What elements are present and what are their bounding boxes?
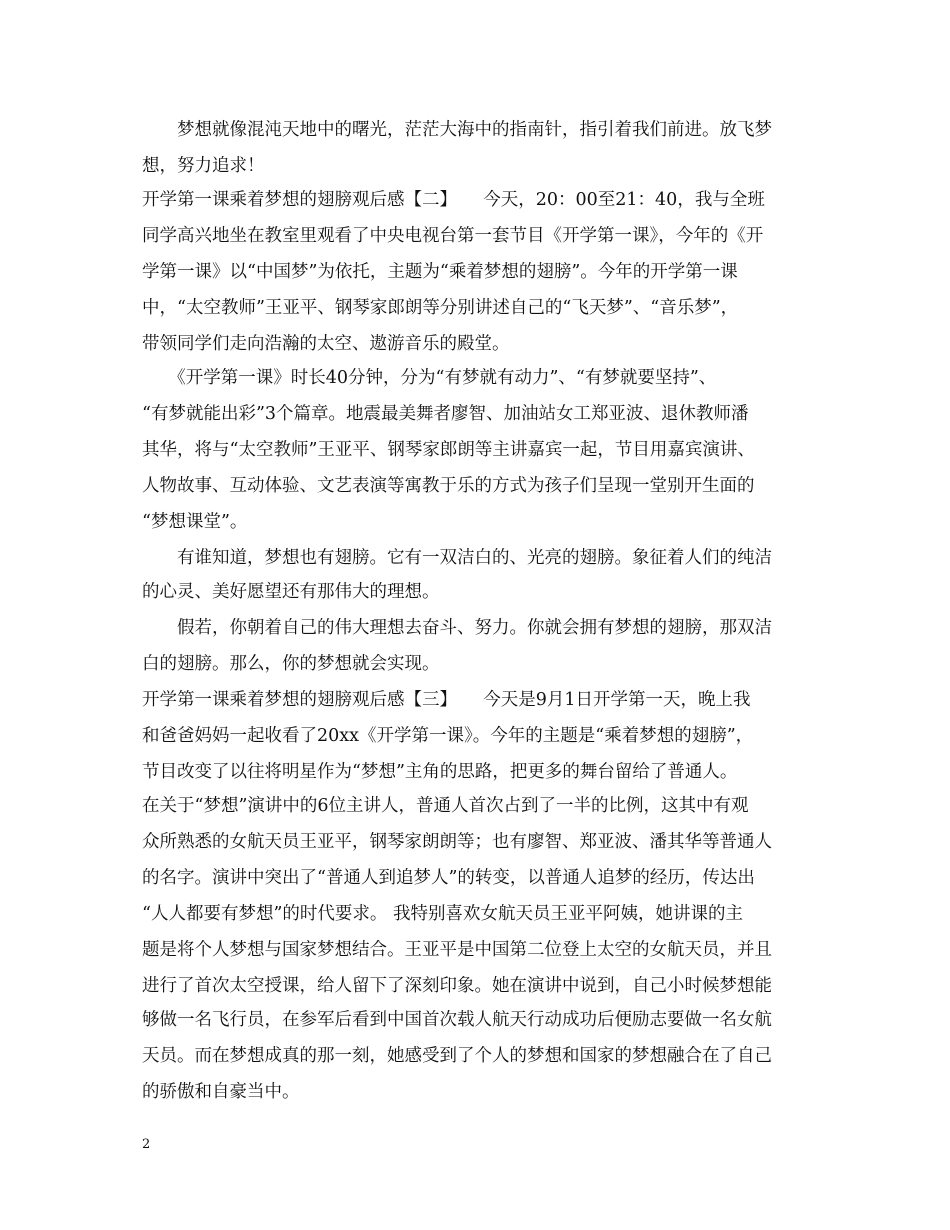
text-line: 开学第一课乘着梦想的翅膀观后感【三】 今天是9月1日开学第一天，晚上我 [142,690,751,710]
text-line: 和爸爸妈妈一起收看了20xx《开学第一课》。今年的主题是“乘着梦想的翅膀”， [142,726,754,746]
text-line: 人物故事、互动体验、文艺表演等寓教于乐的方式为孩子们呈现一堂别开生面的 [142,476,755,496]
text-line: 的心灵、美好愿望还有那伟大的理想。 [142,582,440,602]
text-line: 的骄傲和自豪当中。 [142,1082,300,1102]
text-line: 学第一课》以“中国梦”为依托，主题为“乘着梦想的翅膀”。今年的开学第一课 [142,262,738,282]
text-line: 想，努力追求！ [142,156,265,176]
text-line: 在关于“梦想”演讲中的6位主讲人，普通人首次占到了一半的比例，这其中有观 [142,796,749,816]
text-line: 节目改变了以往将明星作为“梦想”主角的思路，把更多的舞台留给了普通人。 [142,762,738,782]
text-line: 假若，你朝着自己的伟大理想去奋斗、努力。你就会拥有梦想的翅膀，那双洁 [142,618,772,638]
text-line: 白的翅膀。那么，你的梦想就会实现。 [142,654,440,674]
text-line: 带领同学们走向浩瀚的太空、遨游音乐的殿堂。 [142,334,510,354]
text-line: 有谁知道，梦想也有翅膀。它有一双洁白的、光亮的翅膀。象征着人们的纯洁 [142,548,772,568]
text-line: 《开学第一课》时长40分钟，分为“有梦就有动力”、“有梦就要坚持”、 [142,368,717,388]
text-line: “有梦就能出彩”3个篇章。地震最美舞者廖智、加油站女工郑亚波、退休教师潘 [142,404,749,424]
text-line: 题是将个人梦想与国家梦想结合。王亚平是中国第二位登上太空的女航天员，并且 [142,940,772,960]
page-number: 2 [142,1137,151,1152]
text-line: 天员。而在梦想成真的那一刻，她感受到了个人的梦想和国家的梦想融合在了自己 [142,1046,772,1066]
text-line: 中，“太空教师”王亚平、钢琴家郎朗等分别讲述自己的“飞天梦”、“音乐梦”， [142,298,739,318]
text-line: 够做一名飞行员，在参军后看到中国首次载人航天行动成功后便励志要做一名女航 [142,1010,772,1030]
text-line: “梦想课堂”。 [142,512,248,532]
text-line: 进行了首次太空授课，给人留下了深刻印象。她在演讲中说到，自己小时候梦想能 [142,976,772,996]
text-line: 开学第一课乘着梦想的翅膀观后感【二】 今天，20：00至21：40，我与全班 [142,190,765,210]
text-line: 其华，将与“太空教师”王亚平、钢琴家郎朗等主讲嘉宾一起，节目用嘉宾演讲、 [142,440,755,460]
text-line: 梦想就像混沌天地中的曙光，茫茫大海中的指南针，指引着我们前进。放飞梦 [142,120,772,140]
text-line: 同学高兴地坐在教室里观看了中央电视台第一套节目《开学第一课》，今年的《开 [142,226,764,246]
text-line: 众所熟悉的女航天员王亚平，钢琴家朗朗等；也有廖智、郑亚波、潘其华等普通人 [142,832,772,852]
text-line: “人人都要有梦想”的时代要求。 我特别喜欢女航天员王亚平阿姨，她讲课的主 [142,904,743,924]
text-line: 的名字。演讲中突出了“普通人到追梦人”的转变，以普通人追梦的经历，传达出 [142,868,755,888]
